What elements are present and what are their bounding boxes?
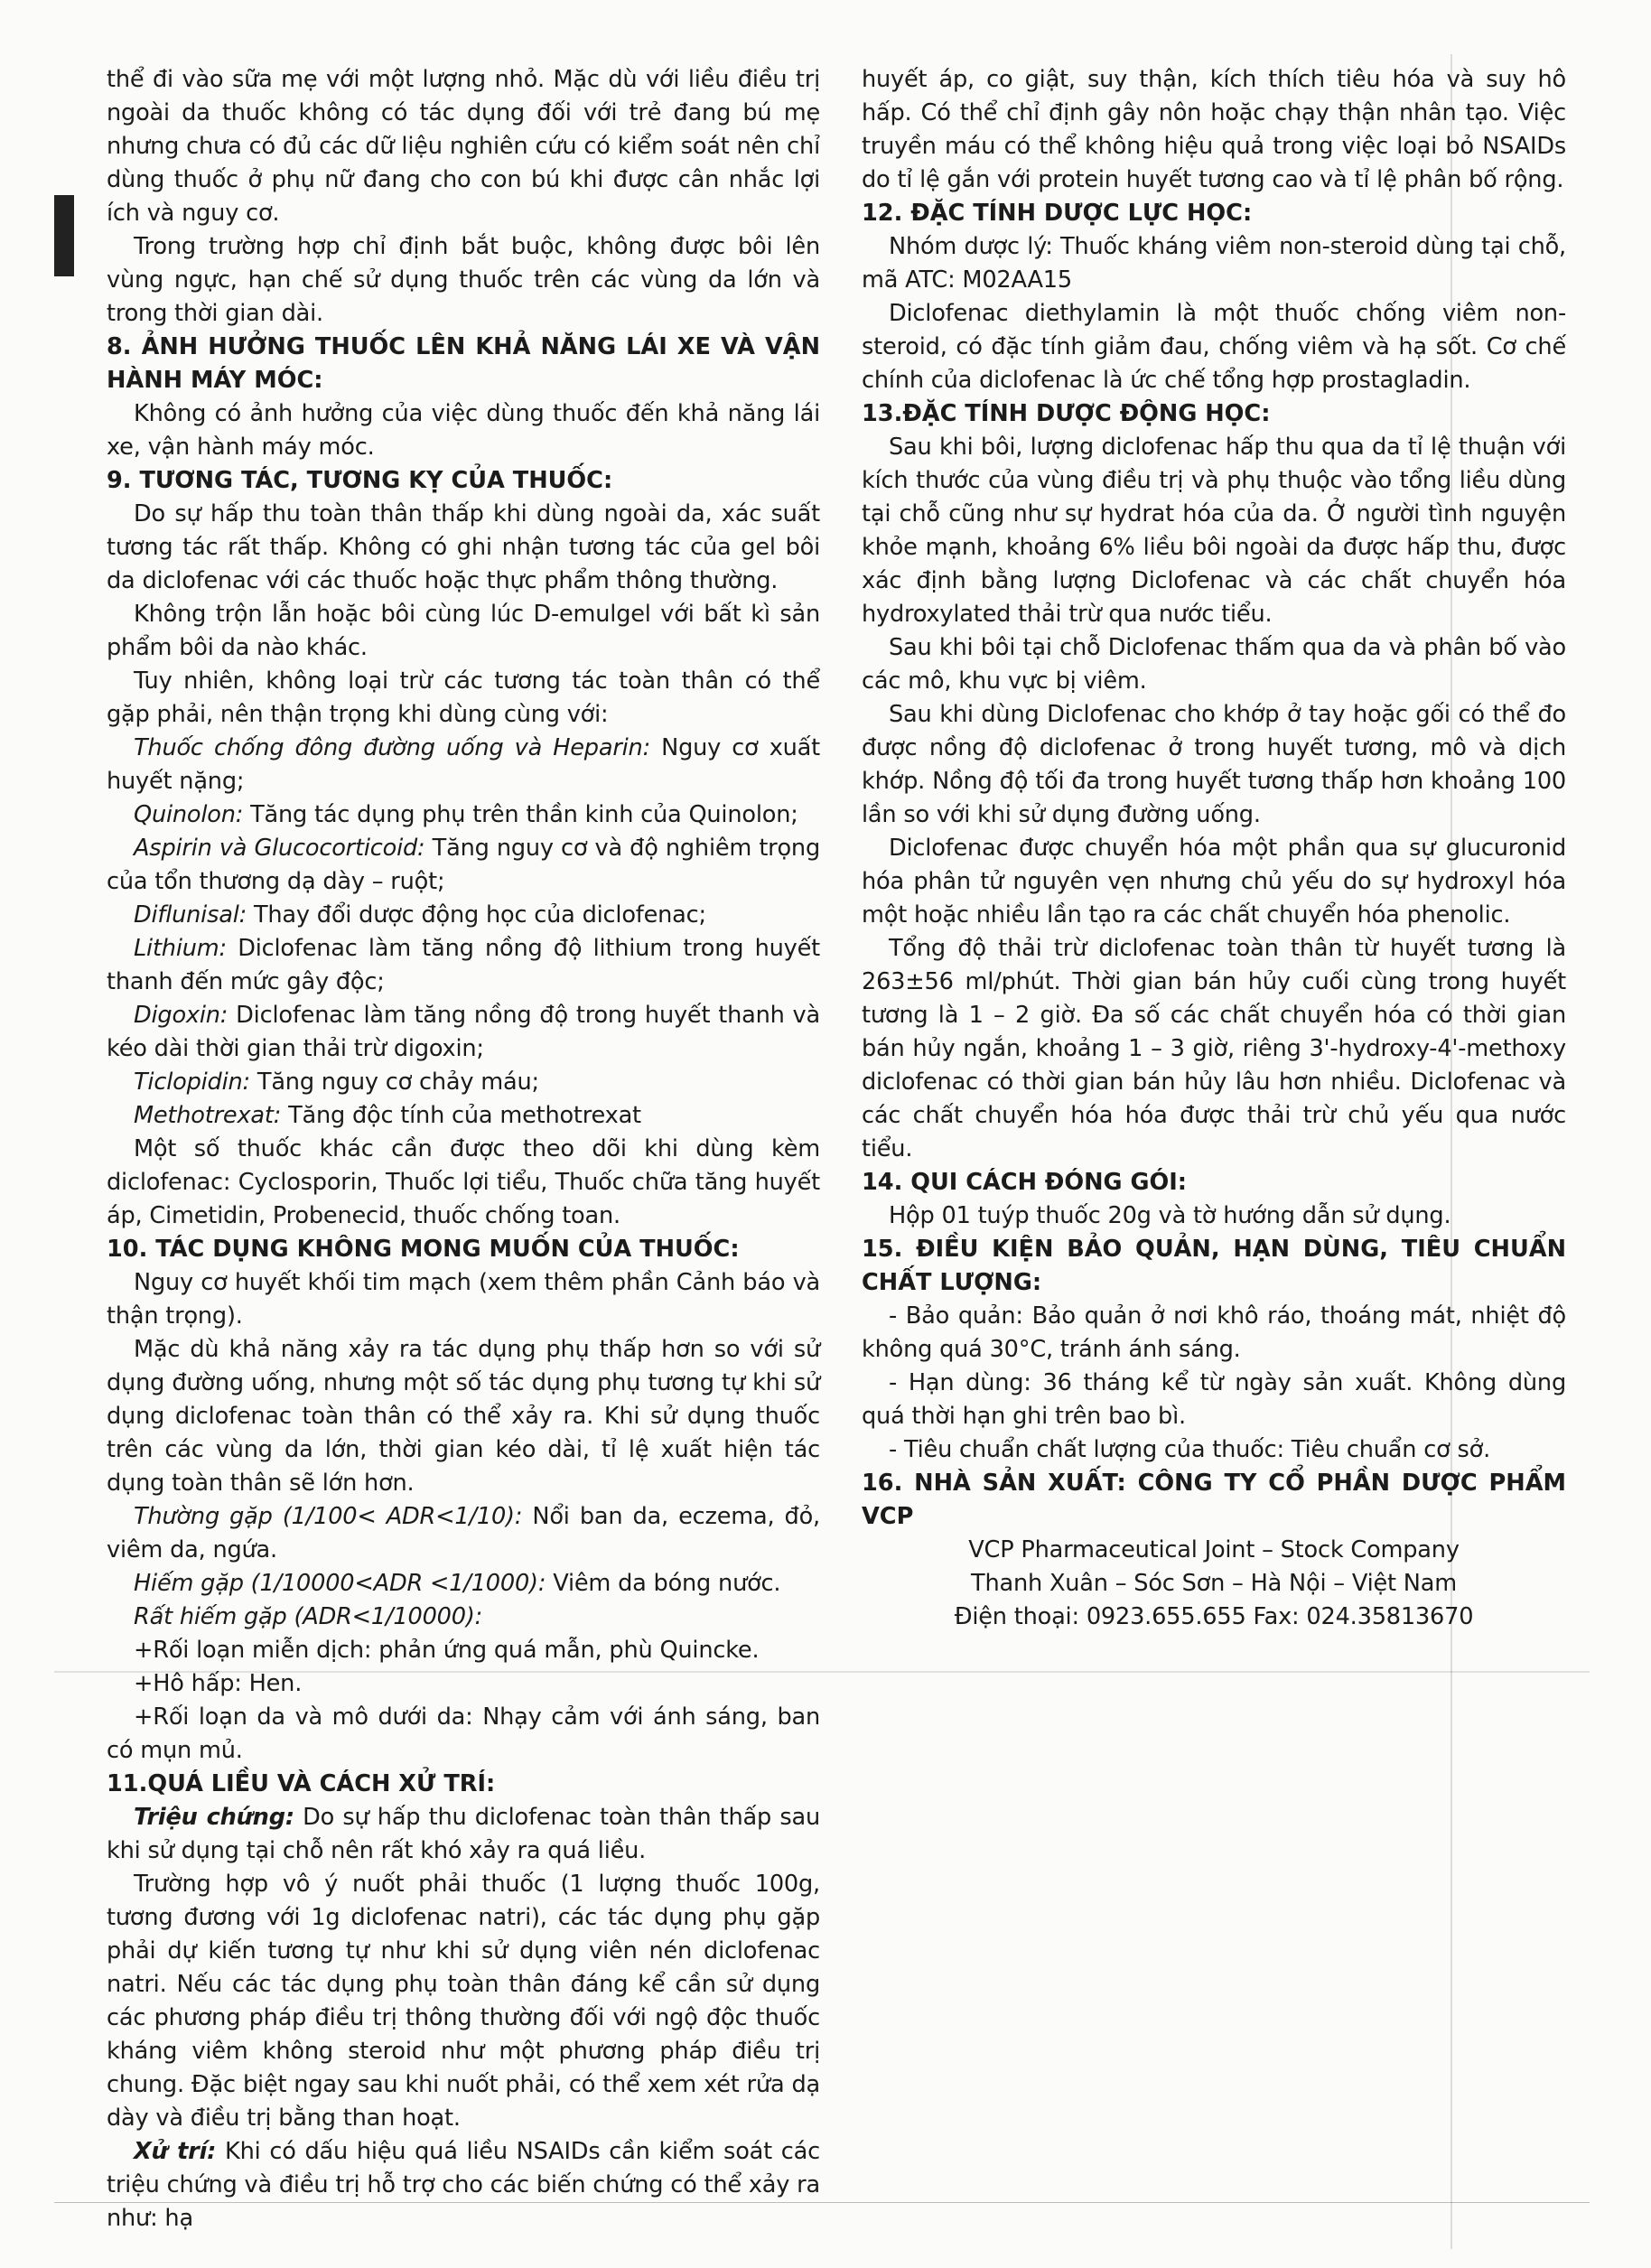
paragraph: Trong trường hợp chỉ định bắt buộc, không được bôi lên vùng ngực, hạn chế sử dụng thuốc trên các vùng da lớn và trong thời gian dài.	[107, 233, 820, 327]
paragraph: Tuy nhiên, không loại trừ các tương tác toàn thân có thể gặp phải, nên thận trọng khi dùng cùng với:	[107, 667, 820, 728]
interaction-item	[107, 999, 820, 1066]
symptom-paragraph	[107, 1801, 820, 1868]
paragraph: Trường hợp vô ý nuốt phải thuốc (1 lượng thuốc 100g, tương đương với 1g diclofenac natri), các tác dụng phụ gặp phải dự kiến tương tự như khi sử dụng viên nén diclofenac natri. Nếu các tác dụng phụ toàn thân đáng kể cần sử dụng các phương pháp điều trị thông thường đối với ngộ độc thuốc kháng viêm không steroid như một phương pháp điều trị chung. Đặc biệt ngay sau khi nuốt phải, có thể xem xét rửa dạ dày và điều trị bằng than hoạt.	[107, 1871, 820, 2132]
frequency-label: Hiếm gặp (1/10000<ADR <1/1000):	[134, 1570, 546, 1597]
quality-standard-item: - Tiêu chuẩn chất lượng của thuốc: Tiêu chuẩn cơ sở.	[889, 1436, 1491, 1463]
paragraph: Sau khi bôi tại chỗ Diclofenac thấm qua da và phân bố vào các mô, khu vực bị viêm.	[862, 634, 1566, 695]
section-heading-12: 12. ĐẶC TÍNH DƯỢC LỰC HỌC:	[862, 200, 1253, 227]
drug-name: Aspirin và Glucocorticoid:	[134, 835, 425, 862]
frequency-text: Nổi ban da, eczema, đỏ, viêm da, ngứa.	[107, 1503, 820, 1563]
section-heading-8: 8. ẢNH HƯỞNG THUỐC LÊN KHẢ NĂNG LÁI XE VÀ VẬN HÀNH MÁY MÓC:	[107, 333, 820, 394]
interaction-text: Nguy cơ xuất huyết nặng;	[107, 734, 820, 795]
interaction-item	[107, 1099, 820, 1133]
interaction-item	[107, 832, 820, 899]
section-heading-10: 10. TÁC DỤNG KHÔNG MONG MUỐN CỦA THUỐC:	[107, 1236, 740, 1263]
paragraph: Sau khi dùng Diclofenac cho khớp ở tay hoặc gối có thể đo được nồng độ diclofenac ở trong huyết tương, mô và dịch khớp. Nồng độ tối đa trong huyết tương thấp hơn khoảng 100 lần so với khi sử dụng đường uống.	[862, 701, 1566, 828]
frequency-very-rare	[107, 1601, 820, 1634]
manufacturer-name: VCP Pharmaceutical Joint – Stock Company	[968, 1536, 1460, 1563]
section-heading-14: 14. QUI CÁCH ĐÓNG GÓI:	[862, 1169, 1187, 1196]
left-column	[107, 63, 820, 2235]
drug-name: Methotrexat:	[134, 1102, 282, 1129]
paragraph: Một số thuốc khác cần được theo dõi khi dùng kèm diclofenac: Cyclosporin, Thuốc lợi tiểu, Thuốc chữa tăng huyết áp, Cimetidin, Probenecid, thuốc chống toan.	[107, 1135, 820, 1229]
section-heading-9: 9. TƯƠNG TÁC, TƯƠNG KỴ CỦA THUỐC:	[107, 467, 613, 494]
drug-name: Digoxin:	[134, 1002, 229, 1029]
drug-name: Quinolon:	[134, 801, 244, 828]
paragraph: Không trộn lẫn hoặc bôi cùng lúc D-emulgel với bất kì sản phẩm bôi da nào khác.	[107, 601, 820, 661]
treatment-paragraph	[107, 2135, 820, 2235]
interaction-text: Tăng nguy cơ chảy máu;	[249, 1069, 539, 1096]
manufacturer-contact: Điện thoại: 0923.655.655 Fax: 024.35813670	[954, 1603, 1474, 1630]
list-item: +Hô hấp: Hen.	[134, 1670, 303, 1697]
drug-name: Ticlopidin:	[134, 1069, 250, 1096]
drug-name: Diflunisal:	[134, 901, 247, 929]
paragraph: huyết áp, co giật, suy thận, kích thích tiêu hóa và suy hô hấp. Có thể chỉ định gây nôn hoặc chạy thận nhân tạo. Việc truyền máu có thể không hiệu quả trong việc loại bỏ NSAIDs do tỉ lệ gắn với protein huyết tương cao và tỉ lệ phân bố rộng.	[862, 66, 1566, 193]
paragraph: Không có ảnh hưởng của việc dùng thuốc đến khả năng lái xe, vận hành máy móc.	[107, 400, 820, 461]
paragraph: Mặc dù khả năng xảy ra tác dụng phụ thấp hơn so với sử dụng đường uống, nhưng một số tác dụng phụ tương tự khi sử dụng diclofenac toàn thân có thể xảy ra. Khi sử dụng thuốc trên các vùng da lớn, thời gian kéo dài, tỉ lệ xuất hiện tác dụng toàn thân sẽ lớn hơn.	[107, 1336, 820, 1497]
interaction-item	[107, 732, 820, 798]
paragraph: Diclofenac được chuyển hóa một phần qua sự glucuronid hóa phân tử nguyên vẹn nhưng chủ yếu do sự hydroxyl hóa một hoặc nhiều lần tạo ra các chất chuyển hóa phenolic.	[862, 835, 1566, 929]
section-heading-11: 11.QUÁ LIỀU VÀ CÁCH XỬ TRÍ:	[107, 1770, 496, 1797]
interaction-item	[107, 899, 820, 932]
paragraph: Tổng độ thải trừ diclofenac toàn thân từ huyết tương là 263±56 ml/phút. Thời gian bán hủy cuối cùng trong huyết tương là 1 – 2 giờ. Đa số các chất chuyển hóa có thời gian bán hủy ngắn, khoảng 1 – 3 giờ, riêng 3'-hydroxy-4'-methoxy diclofenac có thời gian bán hủy lâu hơn nhiều. Diclofenac và các chất chuyển hóa hóa được thải trừ chủ yếu qua nước tiểu.	[862, 935, 1566, 1162]
edge-marker	[54, 195, 74, 276]
paragraph: Nhóm dược lý: Thuốc kháng viêm non-steroid dùng tại chỗ, mã ATC: M02AA15	[862, 233, 1566, 294]
paragraph: Nguy cơ huyết khối tim mạch (xem thêm phần Cảnh báo và thận trọng).	[107, 1269, 820, 1330]
treatment-text: Khi có dấu hiệu quá liều NSAIDs cần kiểm soát các triệu chứng và điều trị hỗ trợ cho các biến chứng có thể xảy ra như: hạ	[107, 2138, 820, 2232]
section-heading-15: 15. ĐIỀU KIỆN BẢO QUẢN, HẠN DÙNG, TIÊU CHUẨN CHẤT LƯỢNG:	[862, 1236, 1566, 1296]
drug-name: Thuốc chống đông đường uống và Heparin:	[134, 734, 650, 761]
frequency-common	[107, 1500, 820, 1567]
symptom-label: Triệu chứng:	[134, 1804, 294, 1831]
paragraph: Do sự hấp thu toàn thân thấp khi dùng ngoài da, xác suất tương tác rất thấp. Không có ghi nhận tương tác của gel bôi da diclofenac với các thuốc hoặc thực phẩm thông thường.	[107, 500, 820, 594]
frequency-rare	[107, 1567, 820, 1601]
paragraph: Diclofenac diethylamin là một thuốc chống viêm non-steroid, có đặc tính giảm đau, chống viêm và hạ sốt. Cơ chế chính của diclofenac là ức chế tổng hợp prostagladin.	[862, 300, 1566, 394]
interaction-text: Diclofenac làm tăng nồng độ trong huyết thanh và kéo dài thời gian thải trừ digoxin;	[107, 1002, 820, 1062]
shelf-life-item: - Hạn dùng: 36 tháng kể từ ngày sản xuất. Không dùng quá thời hạn ghi trên bao bì.	[862, 1369, 1566, 1430]
treatment-label: Xử trí:	[134, 2138, 217, 2165]
list-item: +Rối loạn miễn dịch: phản ứng quá mẫn, phù Quincke.	[134, 1637, 760, 1664]
right-column	[862, 63, 1566, 1634]
symptom-text: Do sự hấp thu diclofenac toàn thân thấp sau khi sử dụng tại chỗ nên rất khó xảy ra quá liều.	[107, 1804, 820, 1864]
interaction-item	[107, 932, 820, 999]
frequency-label: Rất hiếm gặp (ADR<1/10000):	[134, 1603, 483, 1630]
paragraph: thể đi vào sữa mẹ với một lượng nhỏ. Mặc dù với liều điều trị ngoài da thuốc không có tác dụng đối với trẻ đang bú mẹ nhưng chưa có đủ các dữ liệu nghiên cứu có kiểm soát nên chỉ dùng thuốc ở phụ nữ đang cho con bú khi được cân nhắc lợi ích và nguy cơ.	[107, 66, 820, 227]
interaction-text: Tăng tác dụng phụ trên thần kinh của Quinolon;	[243, 801, 798, 828]
manufacturer-address: Thanh Xuân – Sóc Sơn – Hà Nội – Việt Nam	[971, 1570, 1457, 1597]
interaction-item	[107, 798, 820, 832]
section-heading-16: 16. NHÀ SẢN XUẤT: CÔNG TY CỔ PHẦN DƯỢC PHẨM VCP	[862, 1470, 1566, 1530]
interaction-text: Tăng nguy cơ và độ nghiêm trọng của tổn thương dạ dày – ruột;	[107, 835, 820, 895]
interaction-text: Diclofenac làm tăng nồng độ lithium trong huyết thanh đến mức gây độc;	[107, 935, 820, 995]
frequency-text: Viêm da bóng nước.	[546, 1570, 781, 1597]
section-heading-13: 13.ĐẶC TÍNH DƯỢC ĐỘNG HỌC:	[862, 400, 1271, 427]
interaction-text: Tăng độc tính của methotrexat	[281, 1102, 641, 1129]
drug-name: Lithium:	[134, 935, 227, 962]
list-item: +Rối loạn da và mô dưới da: Nhạy cảm với ánh sáng, ban có mụn mủ.	[107, 1703, 820, 1764]
paragraph: Sau khi bôi, lượng diclofenac hấp thu qua da tỉ lệ thuận với kích thước của vùng điều trị và phụ thuộc vào tổng liều dùng tại chỗ cũng như sự hydrat hóa của da. Ở người tình nguyện khỏe mạnh, khoảng 6% liều bôi ngoài da được hấp thu, được xác định bằng lượng Diclofenac và các chất chuyển hóa hydroxylated thải trừ qua nước tiểu.	[862, 434, 1566, 628]
frequency-label: Thường gặp (1/100< ADR<1/10):	[134, 1503, 523, 1530]
interaction-item	[107, 1066, 820, 1099]
storage-item: - Bảo quản: Bảo quản ở nơi khô ráo, thoáng mát, nhiệt độ không quá 30°C, tránh ánh sáng.	[862, 1302, 1566, 1363]
paragraph: Hộp 01 tuýp thuốc 20g và tờ hướng dẫn sử dụng.	[889, 1202, 1451, 1229]
interaction-text: Thay đổi dược động học của diclofenac;	[247, 901, 706, 929]
